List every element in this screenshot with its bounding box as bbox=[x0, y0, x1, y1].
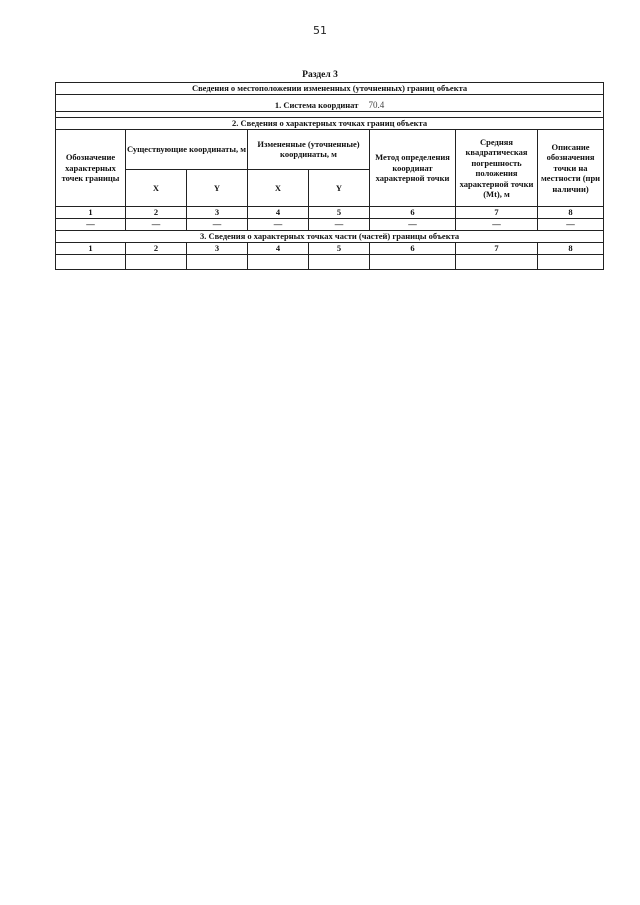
col-number: 4 bbox=[248, 207, 309, 219]
dash-cell: — bbox=[309, 219, 370, 231]
column-number-row bbox=[56, 207, 604, 219]
dash-cell: — bbox=[370, 219, 456, 231]
col-number: 7 bbox=[456, 243, 538, 255]
empty-cell bbox=[538, 255, 604, 270]
col-number: 4 bbox=[248, 243, 309, 255]
section-title: Раздел 3 bbox=[302, 70, 338, 80]
col-number: 7 bbox=[456, 207, 538, 219]
section2-title: 2. Сведения о характерных точках границ объекта bbox=[56, 118, 604, 130]
section3-title: 3. Сведения о характерных точках части (частей) границы объекта bbox=[56, 231, 604, 243]
col-error: Средняя квадратическая погрешность положения характерной точки (Mt), м bbox=[456, 130, 538, 207]
col-number: 8 bbox=[538, 243, 604, 255]
col-existing-coords: Существующие координаты, м bbox=[126, 130, 248, 170]
table-header: Сведения о местоположении измененных (уточненных) границ объекта bbox=[56, 83, 604, 95]
empty-cell bbox=[56, 255, 126, 270]
coord-system-row bbox=[56, 95, 604, 118]
empty-cell bbox=[248, 255, 309, 270]
empty-cell bbox=[456, 255, 538, 270]
empty-cell bbox=[126, 255, 187, 270]
dash-cell: — bbox=[456, 219, 538, 231]
col-number: 2 bbox=[126, 207, 187, 219]
col-number: 3 bbox=[187, 207, 248, 219]
table-row-empty bbox=[56, 255, 604, 270]
empty-cell bbox=[309, 255, 370, 270]
boundary-table bbox=[55, 82, 604, 270]
dash-cell: — bbox=[126, 219, 187, 231]
coord-system-cell bbox=[56, 95, 604, 118]
col-number: 6 bbox=[370, 243, 456, 255]
dash-cell: — bbox=[56, 219, 126, 231]
col-method: Метод определения координат характерной точки bbox=[370, 130, 456, 207]
col-number: 8 bbox=[538, 207, 604, 219]
dash-cell: — bbox=[248, 219, 309, 231]
col-changed-x: X bbox=[248, 169, 309, 207]
col-number: 6 bbox=[370, 207, 456, 219]
col-changed-y: Y bbox=[309, 169, 370, 207]
dash-cell: — bbox=[538, 219, 604, 231]
section3-row bbox=[56, 231, 604, 243]
col-number: 1 bbox=[56, 243, 126, 255]
table-row bbox=[56, 219, 604, 231]
col-number: 3 bbox=[187, 243, 248, 255]
column-number-row-2 bbox=[56, 243, 604, 255]
page-number: 51 bbox=[313, 24, 327, 37]
col-number: 1 bbox=[56, 207, 126, 219]
col-changed-coords: Измененные (уточненные) координаты, м bbox=[248, 130, 370, 170]
coord-system-label: 1. Система координат bbox=[274, 99, 359, 110]
col-number: 5 bbox=[309, 207, 370, 219]
col-existing-x: X bbox=[126, 169, 187, 207]
dash-cell: — bbox=[187, 219, 248, 231]
empty-cell bbox=[187, 255, 248, 270]
coord-system-value: 70.4 bbox=[368, 99, 385, 110]
empty-cell bbox=[370, 255, 456, 270]
col-description: Описание обозначения точки на местности (при наличии) bbox=[538, 130, 604, 207]
table-header-row bbox=[56, 83, 604, 95]
section2-row bbox=[56, 118, 604, 130]
col-number: 2 bbox=[126, 243, 187, 255]
col-number: 5 bbox=[309, 243, 370, 255]
coord-system-underline bbox=[56, 111, 601, 112]
col-designation: Обозначение характерных точек границы bbox=[56, 130, 126, 207]
column-header-row bbox=[56, 130, 604, 170]
col-existing-y: Y bbox=[187, 169, 248, 207]
